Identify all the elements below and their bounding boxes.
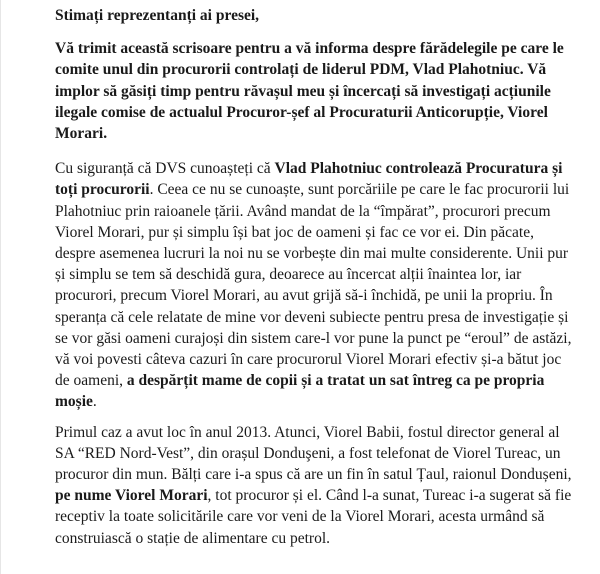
paragraph-2-bold-1: pe nume Viorel Morari [55,487,208,505]
paragraph-1-text-1: Cu siguranță că DVS cunoașteți că [55,160,275,178]
paragraph-2-text-1: Primul caz a avut loc în anul 2013. Atunci, Viorel Babii, fostul director general al SA “RED Nord-Vest”, din orașul Donduşeni, a fost telefonat de Viorel Tureac, un procuror din mun. Bălți care i-a spus că are un fin în satul Țaul, raionul Dondușeni, [55,423,572,484]
letter-body [55,5,575,549]
paragraph-2-text-2: , tot procuror și el. Când l-a sunat, Tureac i-a sugerat să fie receptiv la toate solicitările care vor veni de la Viorel Morari, acesta urmând să construiască o stație de alimentare cu petrol. [55,487,572,547]
letter-paragraph-2 [55,422,575,549]
paragraph-1-bold-1: Vlad Plahotniuc controlează Procuratura și toți procurorii [55,160,563,199]
paragraph-1-bold-2: a despărțit mame de copii și a tratat un sat întreg ca pe propria moșie [55,372,545,411]
paragraph-1-text-3: . [92,393,97,411]
paragraph-1-text-2: . Ceea ce nu se cunoaște, sunt porcăriile pe care le fac procurorii lui Plahotniuc prin raioanele țării. Având mandat de la “împărat”, procurori precum Viorel Morari, pur și simplu își bat joc de oameni și fac ce vor ei. Din păcate, despre asemenea lucruri la noi nu se vorbește din mai multe considerente. Unii pur și simplu se tem să deschidă gura, deoarece au încercat alții înaintea lor, iar procurori, precum Viorel Morari, au avut grijă să-i închidă, pe unii la propriu. În speranța că cele relatate de mine vor deveni subiecte pentru presa de investigație și se vor găsi oameni curajoși din sistem care-l vor pune la punct pe “eroul” de astăzi, vă voi povesti câteva cazuri în care procurorul Viorel Morari efectiv și-a bătut joc de oameni, [55,181,572,390]
letter-intro: Vă trimit această scrisoare pentru a vă informa despre fărădelegile pe care le comite unul din procurorii controlați de liderul PDM, Vlad Plahotniuc. Vă implor să găsiți timp pentru răvașul meu și încercați să investigați acțiunile ilegale comise de actualul Procuror-șef al Procuraturii Anticorupție, Viorel Morari. [55,40,564,143]
page-left-border [0,0,1,574]
letter-greeting: Stimați reprezentanți ai presei, [55,7,260,24]
letter-paragraph-1 [55,158,575,412]
